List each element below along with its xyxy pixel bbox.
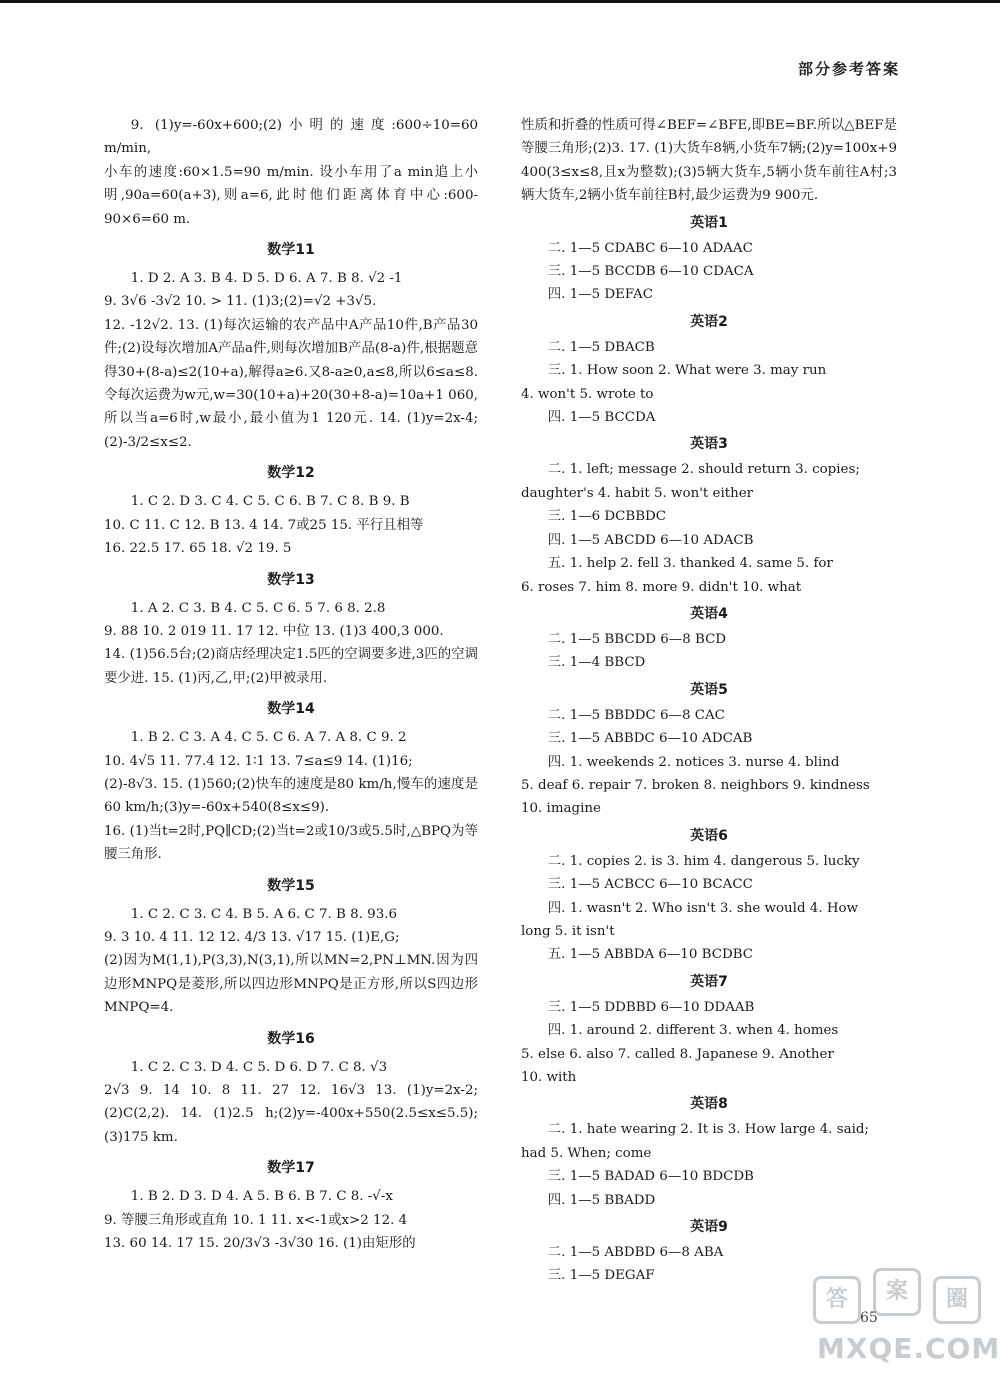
answer-line: 1. B 2. D 3. D 4. A 5. B 6. B 7. C 8. -√-x [130,1189,393,1205]
answer-line: 三. 1—5 ACBCC 6—10 BCACC [547,877,753,893]
answer-line: 1. A 2. C 3. B 4. C 5. C 6. 5 7. 6 8. 2.8 [130,600,386,616]
answer-line: 五. 1—5 ABBDA 6—10 BCDBC [547,947,754,963]
answer-line: 1. C 2. C 3. D 4. C 5. D 6. D 7. C 8. √3 [130,1059,388,1075]
section-heading: 数学15 [267,877,315,894]
section-heading: 英语3 [690,436,728,453]
section-heading: 英语7 [690,973,728,990]
watermark-char: 案 [873,1268,921,1316]
answer-line: 性质和折叠的性质可得∠BEF=∠BFE,即BE=BF.所以△BEF是等腰三角形;(2)3. 17. (1)大货车8辆,小货车7辆;(2)y=100x+9 400(3≤x≤8,且x为整数);(3)5辆大货车,5辆小货车前往A村;3辆大货车,2辆小货车前往B村,最少运费为9 900元. [521,118,897,204]
answer-line: 5. else 6. also 7. called 8. Japanese 9. Another [521,1046,834,1062]
answer-line: 四. 1—5 BBADD [547,1192,656,1208]
answer-line: 三. 1—5 BADAD 6—10 BDCDB [547,1169,754,1185]
page-number: 65 [860,1310,878,1326]
answer-line: (2)因为M(1,1),P(3,3),N(3,1),所以MN=2,PN⊥MN.因为四边形MNPQ是菱形,所以四边形MNPQ是正方形,所以S四边形MNPQ=4. [104,953,478,1016]
answer-line: 小车的速度:60×1.5=90 m/min. 设小车用了a min追上小明,90a=60(a+3),则a=6,此时他们距离体育中心:600-90×6=60 m. [104,164,478,227]
answer-line: 14. (1)56.5台;(2)商店经理决定1.5匹的空调要多进,3匹的空调要少进. 15. (1)丙,乙,甲;(2)甲被录用. [104,647,478,686]
answer-line: 二. 1. copies 2. is 3. him 4. dangerous 5. lucky [547,853,860,869]
answer-line: 1. C 2. D 3. C 4. C 5. C 6. B 7. C 8. B 9. B [130,494,410,510]
section-heading: 英语2 [690,313,728,330]
answer-line: 四. 1. weekends 2. notices 3. nurse 4. blind [547,754,840,770]
answer-line: 二. 1—5 BBDDC 6—8 CAC [547,707,725,723]
answer-line: 9. 3 10. 4 11. 12 12. 4/3 13. √17 15. (1)E,G; [104,929,400,945]
top-rule [0,0,1000,3]
answer-line: 三. 1—5 DDBBD 6—10 DDAAB [547,999,755,1015]
left-column [104,114,478,1255]
watermark-char: 圈 [933,1276,981,1324]
answer-line: 三. 1—5 ABBDC 6—10 ADCAB [547,731,753,747]
section-heading: 数学11 [267,242,315,259]
right-column [521,114,897,1288]
answer-line: 四. 1. wasn't 2. Who isn't 3. she would 4. How [547,900,859,916]
answer-line: (2)-8√3. 15. (1)560;(2)快车的速度是80 km/h,慢车的速度是60 km/h;(3)y=-60x+540(8≤x≤9). [104,776,478,816]
answer-line: 9. 3√6 -3√2 10. > 11. (1)3;(2)=√2 +3√5. [104,294,377,310]
answer-line: 二. 1—5 CDABC 6—10 ADAAC [547,240,753,256]
page-header: 部分参考答案 [797,60,900,78]
answer-line: 1. B 2. C 3. A 4. C 5. C 6. A 7. A 8. C 9. 2 [130,730,407,746]
section-heading: 英语6 [690,827,728,844]
answer-line: 四. 1. around 2. different 3. when 4. homes [547,1023,839,1039]
section-heading: 数学12 [267,465,315,482]
section-heading: 数学14 [267,701,315,718]
answer-line: 二. 1—5 DBACB [547,339,655,355]
answer-line: 二. 1—5 BBCDD 6—8 BCD [547,631,727,647]
answer-line: 1. D 2. A 3. B 4. D 5. D 6. A 7. B 8. √2 -1 [130,271,403,287]
answer-line: 三. 1—5 DEGAF [547,1268,655,1284]
answer-line: 13. 60 14. 17 15. 20/3√3 -3√30 16. (1)由矩形的 [104,1236,416,1252]
answer-line: 三. 1. How soon 2. What were 3. may run [547,363,827,379]
section-heading: 数学17 [267,1160,315,1177]
answer-line: 10. C 11. C 12. B 13. 4 14. 7或25 15. 平行且相等 [104,517,424,533]
answer-line: 12. -12√2. 13. (1)每次运输的农产品中A产品10件,B产品30件;(2)设每次增加A产品a件,则每次增加B产品(8-a)件,根据题意得30+(8-a)≤2(10+a),解得a≥6.又8-a≥0,a≤8,所以6≤a≤8.令每次运费为w元,w=30(10+a)+20(30+8-a)=10a+1 060,所以当a=6时,w最小,最小值为1 120元. 14. (1)y=2x-4;(2)-3/2≤x≤2. [104,317,478,450]
answer-line: 9. (1)y=-60x+600;(2)小明的速度:600÷10=60 m/min, [104,118,478,157]
answer-line: 三. 1—5 BCCDB 6—10 CDACA [547,264,754,280]
section-heading: 英语4 [690,605,728,622]
section-heading: 英语1 [690,214,728,231]
watermark-char: 答 [813,1276,861,1324]
section-heading: 英语8 [690,1096,728,1113]
section-heading: 英语9 [690,1219,728,1236]
answer-line: 4. won't 5. wrote to [521,386,654,402]
answer-line: had 5. When; come [521,1145,652,1161]
answer-line: 三. 1—4 BBCD [547,655,646,671]
answer-line: 5. deaf 6. repair 7. broken 8. neighbors 9. kindness [521,777,870,793]
section-heading: 数学13 [267,571,315,588]
answer-line: 2√3 9. 14 10. 8 11. 27 12. 16√3 13. (1)y=2x-2;(2)C(2,2). 14. (1)2.5 h;(2)y=-400x+550(2.5≤x≤5.5);(3)175 km. [104,1083,478,1145]
answer-line: 二. 1—5 ABDBD 6—8 ABA [547,1245,724,1261]
answer-line: 四. 1—5 DEFAC [547,287,653,303]
answer-line: 三. 1—6 DCBBDC [547,509,667,525]
section-heading: 数学16 [267,1030,315,1047]
answer-line: 二. 1. hate wearing 2. It is 3. How large 4. said; [547,1122,869,1138]
answer-line: 二. 1. left; message 2. should return 3. copies; [547,462,860,478]
watermark-logo [813,1268,1000,1378]
answer-line: 四. 1—5 ABCDD 6—10 ADACB [547,532,754,548]
answer-line: daughter's 4. habit 5. won't either [521,485,754,501]
answer-line: 6. roses 7. him 8. more 9. didn't 10. what [521,579,802,595]
answer-line: 四. 1—5 BCCDA [547,410,656,426]
answer-line: 16. 22.5 17. 65 18. √2 19. 5 [104,541,292,557]
answer-line: 10. imagine [521,801,601,817]
answer-line: 16. (1)当t=2时,PQ∥CD;(2)当t=2或10/3或5.5时,△BPQ为等腰三角形. [104,823,478,863]
watermark-url: MXQE.COM [817,1332,1000,1365]
section-heading: 英语5 [690,681,728,698]
answer-line: 10. with [521,1070,577,1085]
answer-line: long 5. it isn't [521,923,615,939]
answer-line: 10. 4√5 11. 77.4 12. 1∶1 13. 7≤a≤9 14. (1)16; [104,753,413,769]
answer-line: 五. 1. help 2. fell 3. thanked 4. same 5. for [547,556,833,572]
answer-line: 1. C 2. C 3. C 4. B 5. A 6. C 7. B 8. 93.6 [130,906,398,922]
answer-line: 9. 等腰三角形或直角 10. 1 11. x<-1或x>2 12. 4 [104,1212,408,1228]
answer-line: 9. 88 10. 2 019 11. 17 12. 中位 13. (1)3 400,3 000. [104,623,444,639]
